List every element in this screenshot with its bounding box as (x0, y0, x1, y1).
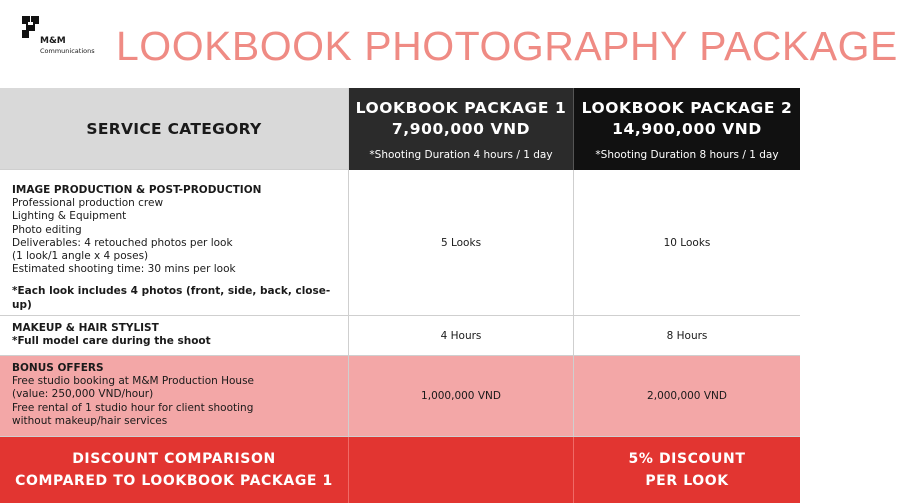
table-cell-value: 4 Hours (440, 329, 482, 342)
package-1-price: 7,900,000 VND (391, 120, 531, 138)
makeup-description (0, 316, 349, 356)
row-line: Photo editing (12, 223, 82, 236)
package-1-duration: *Shooting Duration 4 hours / 1 day (369, 149, 553, 161)
row-title: MAKEUP & HAIR STYLIST (12, 322, 159, 334)
package-1-name: LOOKBOOK PACKAGE 1 (355, 99, 567, 117)
image-production-p1 (349, 170, 574, 316)
package-1-header (349, 88, 574, 170)
row-line: Estimated shooting time: 30 mins per look (12, 263, 236, 276)
category-header-cell (0, 88, 349, 170)
brand-name: M&M (40, 36, 66, 46)
row-note: *Full model care during the shoot (12, 335, 211, 348)
discount-p2 (574, 437, 800, 503)
brand-mark-icon (22, 16, 42, 38)
row-line: without makeup/hair services (12, 414, 168, 427)
bonus-description (0, 356, 349, 437)
row-title: IMAGE PRODUCTION & POST-PRODUCTION (12, 184, 262, 196)
category-header: SERVICE CATEGORY (86, 119, 262, 138)
row-line: Professional production crew (12, 197, 164, 210)
row-line: (1 look/1 angle x 4 poses) (12, 250, 149, 263)
row-line: (value: 250,000 VND/hour) (12, 388, 154, 401)
table-cell-value: 5 Looks (440, 236, 482, 249)
brand-subtitle: Communications (40, 47, 95, 55)
image-production-description (0, 170, 349, 316)
package-2-price: 14,900,000 VND (612, 120, 762, 138)
discount-label-line: COMPARED TO LOOKBOOK PACKAGE 1 (15, 473, 333, 489)
makeup-p2 (574, 316, 800, 356)
row-note: *Each look includes 4 photos (front, side, back, close-up) (12, 285, 331, 311)
row-line: Lighting & Equipment (12, 210, 127, 223)
table-cell-value: 8 Hours (666, 329, 708, 342)
discount-value-line: 5% DISCOUNT (628, 451, 746, 467)
page-title: LOOKBOOK PHOTOGRAPHY PACKAGE (116, 23, 898, 69)
pricing-table (0, 88, 800, 503)
discount-value-line: PER LOOK (645, 473, 729, 489)
row-line: Deliverables: 4 retouched photos per look (12, 236, 233, 249)
discount-label (0, 437, 349, 503)
row-line: Free rental of 1 studio hour for client shooting (12, 401, 254, 414)
makeup-p1 (349, 316, 574, 356)
table-cell-value: 10 Looks (663, 236, 711, 249)
row-title: BONUS OFFERS (12, 362, 104, 374)
table-cell-value: 1,000,000 VND (421, 390, 501, 402)
package-2-header (574, 88, 800, 170)
bonus-p2 (574, 356, 800, 437)
package-2-duration: *Shooting Duration 8 hours / 1 day (595, 149, 779, 161)
discount-p1 (349, 437, 574, 503)
bonus-p1 (349, 356, 574, 437)
package-2-name: LOOKBOOK PACKAGE 2 (581, 99, 793, 117)
discount-label-line: DISCOUNT COMPARISON (72, 451, 276, 467)
table-cell-value: 2,000,000 VND (647, 390, 727, 402)
image-production-p2 (574, 170, 800, 316)
page-header (0, 0, 898, 88)
row-line: Free studio booking at M&M Production House (12, 375, 255, 388)
brand-logo (22, 16, 112, 56)
